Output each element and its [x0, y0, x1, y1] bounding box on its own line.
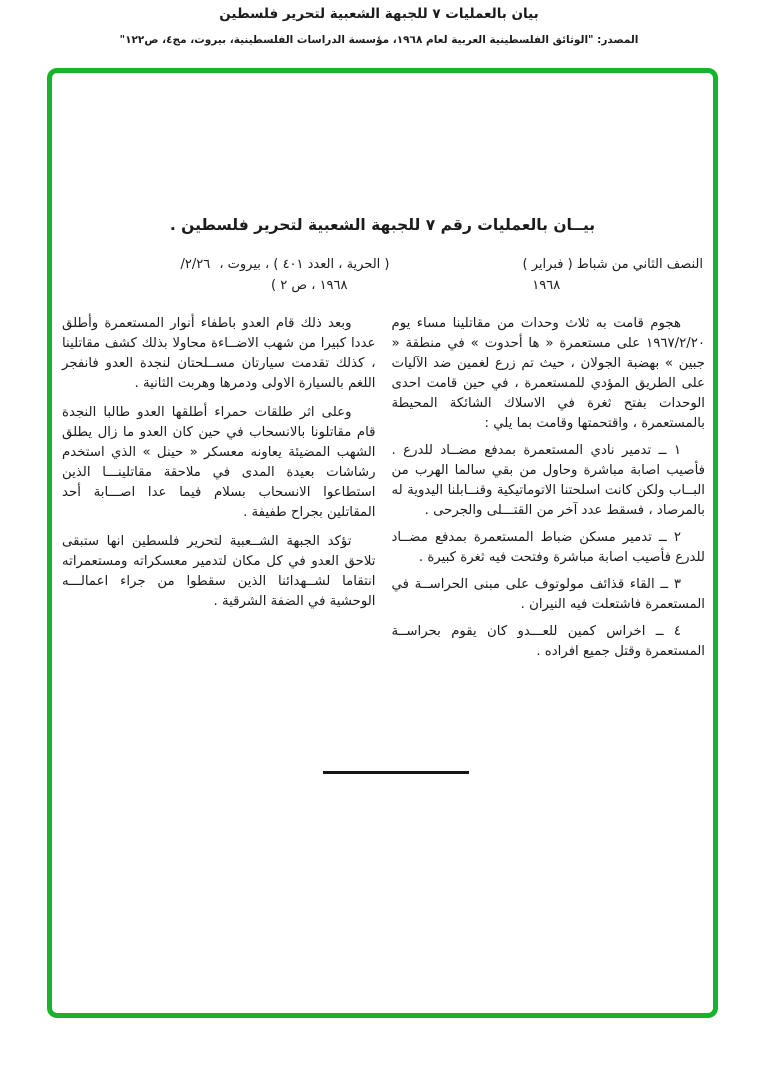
body-column-second — [62, 314, 376, 669]
document-body-columns — [62, 314, 705, 669]
paragraph-attack-intro: هجوم قامت به ثلاث وحدات من مقاتلينا مساء يوم ١٩٦٧/٢/٢٠ على مستعمرة « ها أحدوت » في منطقة « جبين » بهضبة الجولان ، حيث تم زرع لغمين ضد الآليات على الطريق المؤدي للمستعمرة ، في حين قامت احدى الوحدات بفتح ثغرة في الاسلاك الشائكة المحيطة بالمستعمرة ، واقتحمتها وقامت بما يلي : — [391, 316, 705, 431]
paragraph-item-3: ٣ ــ القاء قذائف مولوتوف على مبنى الحراســة في المستعمرة فاشتعلت فيه النيران . — [391, 577, 705, 612]
document-green-frame — [47, 68, 718, 1018]
dateline-date-line1: النصف الثاني من شباط ( فبراير ) — [522, 257, 703, 272]
paragraph-item-4: ٤ ــ اخراس كمين للعـــدو كان يقوم بحراســة المستعمرة وقتل جميع افراده . — [391, 624, 705, 659]
paragraph-item-2: ٢ ــ تدمير مسكن ضباط المستعمرة بمدفع مضــاد للدرع فأصيب اصابة مباشرة وفتحت فيه ثغرة كبيرة . — [391, 530, 705, 565]
dateline-citation-line1 — [76, 254, 390, 275]
dateline-citation-block — [76, 254, 390, 296]
bottom-divider-rule — [323, 771, 469, 774]
citation-date-fragment: /٢/٢٦ — [180, 257, 211, 272]
paragraph-withdrawal: وعلى اثر طلقات حمراء أطلقها العدو طالبا النجدة قام مقاتلونا بالانسحاب في حين كان العدو ما زال يطلق الشهب المضيئة يعاونه معسكر « حينل » الذي استخدم رشاشات بعيدة المدى في ملاحقة مقاتلينـــا الذين استطاعوا الانسحاب بسلام فيما عدا اصـــابة أحد المقاتلين بجراح طفيفة . — [62, 405, 376, 520]
paragraph-enemy-response: وبعد ذلك قام العدو باطفاء أنوار المستعمرة وأطلق عددا كبيرا من شهب الاضــاءة محاولا بذلك كشف مقاتلينا ، كذلك تقدمت سيارتان مســلحتان لنجدة العدو فانفجر اللغم بالسيارة الاولى ودمرها وهربت الثانية . — [62, 316, 376, 391]
dateline-citation-line2: ١٩٦٨ ، ص ٢ ) — [271, 278, 348, 293]
document-dateline — [76, 254, 703, 296]
document-title: بيــان بالعمليات رقم ٧ للجبهة الشعبية لتحرير فلسطين . — [169, 216, 596, 234]
dateline-date-block — [390, 254, 704, 296]
paragraph-closing-vow: تؤكد الجبهة الشــعبية لتحرير فلسطين انها ستبقى تلاحق العدو في كل مكان لتدمير معسكراته ومستعمراته انتقاما لشــهدائنا الذين سقطوا من جراء اعمالـــه الوحشية في الضفة الشرقية . — [62, 534, 376, 609]
page-header-source-citation: المصدر: "الوثائق الفلسطينية العربية لعام ١٩٦٨، مؤسسة الدراسات الفلسطينية، بيروت، مج٤، ص١٢٢" — [119, 34, 639, 46]
paragraph-item-1: ١ ــ تدمير نادي المستعمرة بمدفع مضــاد للدرع . فأصيب اصابة مباشرة وحاول من بقي سالما الهرب من البــاب ولكن كانت اسلحتنا الاتوماتيكية وقنــابلنا اليدوية له بالمرصاد ، فسقط عدد آخر من القتـــلى والجرحى . — [391, 443, 705, 518]
citation-journal-issue: ( الحرية ، العدد ٤٠١ ) ، بيروت ، — [219, 257, 390, 272]
body-column-first — [392, 314, 706, 669]
dateline-date-year: ١٩٦٨ — [532, 278, 561, 293]
page-header-title: بيان بالعمليات ٧ للجبهة الشعبية لتحرير فلسطين — [219, 6, 539, 22]
